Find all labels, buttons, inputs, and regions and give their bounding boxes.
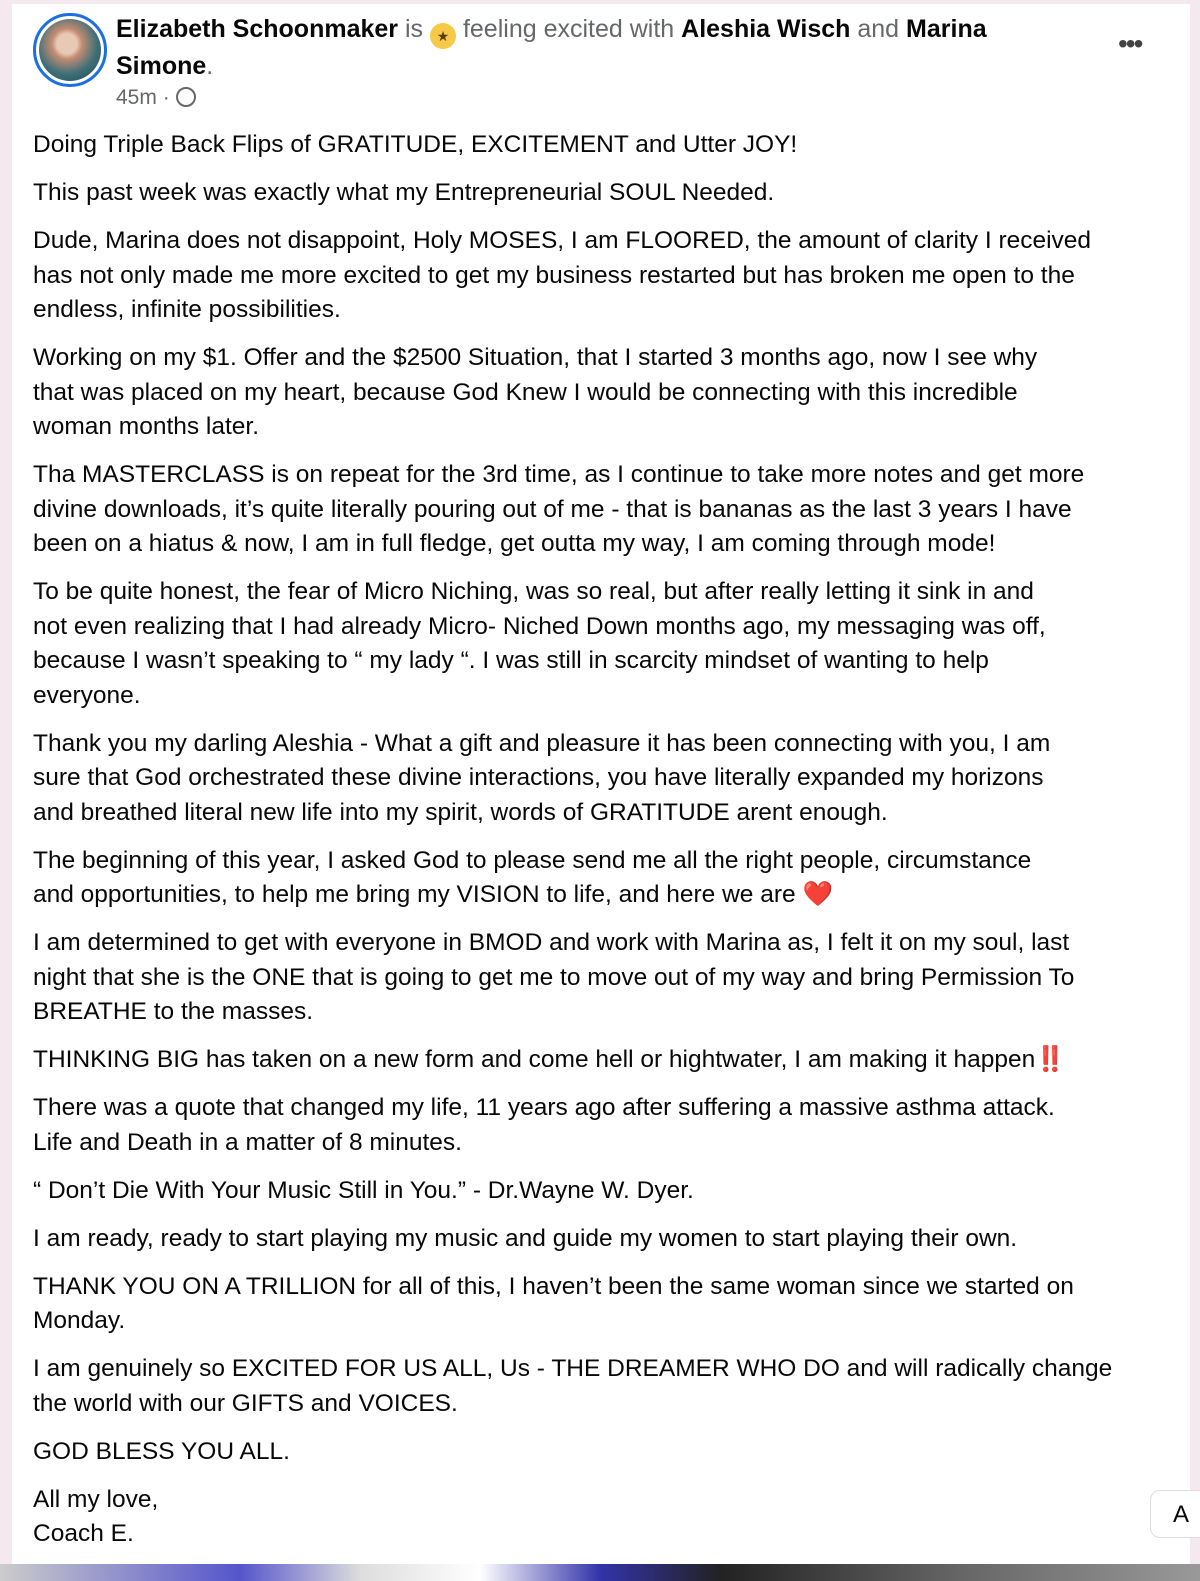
post-paragraph <box>33 128 1178 163</box>
and-text: and <box>857 15 900 43</box>
paragraph-line: woman months later. <box>33 413 260 440</box>
paragraph-line: because I wasn’t speaking to “ my lady “. I was still in scarcity mindset of wanting to help <box>33 647 989 674</box>
corner-button[interactable]: A <box>1150 1490 1200 1538</box>
post-paragraph <box>33 176 1178 211</box>
post-body <box>33 128 1178 1565</box>
paragraph-line: This past week was exactly what my Entrepreneurial SOUL Needed. <box>33 179 775 206</box>
paragraph-line: Coach E. <box>33 1520 134 1547</box>
paragraph-line: Thank you my darling Aleshia - What a gift and pleasure it has been connecting with you, I am <box>33 729 1051 757</box>
post-paragraph <box>33 1435 1178 1470</box>
post-paragraph <box>33 575 1178 713</box>
paragraph-line: I am ready, ready to start playing my music and guide my women to start playing their own. <box>33 1224 1018 1252</box>
post-paragraph <box>33 1270 1178 1339</box>
post-paragraph <box>33 727 1178 831</box>
paragraph-line: THINKING BIG has taken on a new form and come hell or hightwater, I am making it happen‼️ <box>33 1046 1066 1073</box>
avatar-image <box>39 19 101 81</box>
paragraph-line: night that she is the ONE that is going to get me to move out of my way and bring Permission To <box>33 963 1075 991</box>
paragraph-line: endless, infinite possibilities. <box>33 296 341 323</box>
bottom-strip <box>0 1564 1200 1581</box>
post-paragraph <box>33 1091 1178 1160</box>
paragraph-line: The beginning of this year, I asked God to please send me all the right people, circumstance <box>33 846 1032 874</box>
paragraph-line: has not only made me more excited to get my business restarted but has broken me open to the <box>33 261 1075 289</box>
author-avatar[interactable] <box>33 13 107 87</box>
paragraph-line: Life and Death in a matter of 8 minutes. <box>33 1128 462 1156</box>
paragraph-line: GOD BLESS YOU ALL. <box>33 1437 290 1465</box>
post-paragraph <box>33 458 1178 562</box>
paragraph-line: “ Don’t Die With Your Music Still in You.” - Dr.Wayne W. Dyer. <box>33 1176 694 1204</box>
post-paragraph <box>33 341 1178 445</box>
post-paragraph <box>33 1174 1178 1209</box>
post-paragraph <box>33 1222 1178 1257</box>
paragraph-line: There was a quote that changed my life, 11 years ago after suffering a massive asthma attack. <box>33 1094 1055 1121</box>
paragraph-line: been on a hiatus & now, I am in full fledge, get outta my way, I am coming through mode! <box>33 530 996 557</box>
paragraph-line: All my love, <box>33 1485 159 1513</box>
paragraph-line: everyone. <box>33 681 141 709</box>
is-text: is <box>404 15 424 43</box>
post-paragraph <box>33 926 1178 1030</box>
paragraph-line: THANK YOU ON A TRILLION for all of this, I haven’t been the same woman since we started on <box>33 1272 1074 1300</box>
paragraph-line: and opportunities, to help me bring my VISION to life, and here we are ❤️ <box>33 881 833 908</box>
post-header <box>116 12 1046 84</box>
paragraph-line: I am genuinely so EXCITED FOR US ALL, Us - THE DREAMER WHO DO and will radically change <box>33 1355 1113 1382</box>
paragraph-line: BREATHE to the masses. <box>33 998 314 1025</box>
period: . <box>206 52 214 80</box>
post-paragraph <box>33 1352 1178 1421</box>
paragraph-line: Working on my $1. Offer and the $2500 Situation, that I started 3 months ago, now I see why <box>33 344 1038 371</box>
feeling-text: feeling excited with <box>462 15 675 43</box>
tagged-user-2[interactable]: Marina Simone <box>116 15 987 80</box>
tagged-user-1[interactable]: Aleshia Wisch <box>681 15 851 43</box>
separator: · <box>162 86 170 109</box>
more-options-button[interactable]: ••• <box>1118 28 1142 59</box>
paragraph-line: not even realizing that I had already Micro- Niched Down months ago, my messaging was off, <box>33 612 1046 640</box>
post-paragraph <box>33 224 1178 328</box>
paragraph-line: Tha MASTERCLASS is on repeat for the 3rd time, as I continue to take more notes and get more <box>33 461 1085 488</box>
paragraph-line: To be quite honest, the fear of Micro Niching, was so real, but after really letting it sink in and <box>33 578 1034 605</box>
star-struck-emoji-icon: ★ <box>430 23 456 49</box>
paragraph-line: the world with our GIFTS and VOICES. <box>33 1389 458 1417</box>
author-name[interactable]: Elizabeth Schoonmaker <box>116 15 399 43</box>
paragraph-line: Dude, Marina does not disappoint, Holy MOSES, I am FLOORED, the amount of clarity I received <box>33 227 1092 254</box>
post-time[interactable]: 45m <box>116 86 157 109</box>
paragraph-line: Doing Triple Back Flips of GRATITUDE, EXCITEMENT and Utter JOY! <box>33 131 798 158</box>
paragraph-line: Monday. <box>33 1307 126 1334</box>
friends-icon[interactable] <box>176 87 196 107</box>
paragraph-line: that was placed on my heart, because God Knew I would be connecting with this incredible <box>33 378 1018 406</box>
post-paragraph <box>33 1483 1178 1552</box>
paragraph-line: and breathed literal new life into my spirit, words of GRATITUDE arent enough. <box>33 798 888 826</box>
paragraph-line: divine downloads, it’s quite literally pouring out of me - that is bananas as the last 3 years I have <box>33 495 1072 523</box>
post-paragraph <box>33 844 1178 913</box>
post-paragraph <box>33 1043 1178 1078</box>
paragraph-line: I am determined to get with everyone in BMOD and work with Marina as, I felt it on my soul, last <box>33 929 1070 956</box>
paragraph-line: sure that God orchestrated these divine interactions, you have literally expanded my horizons <box>33 764 1044 791</box>
post-meta <box>116 86 196 110</box>
